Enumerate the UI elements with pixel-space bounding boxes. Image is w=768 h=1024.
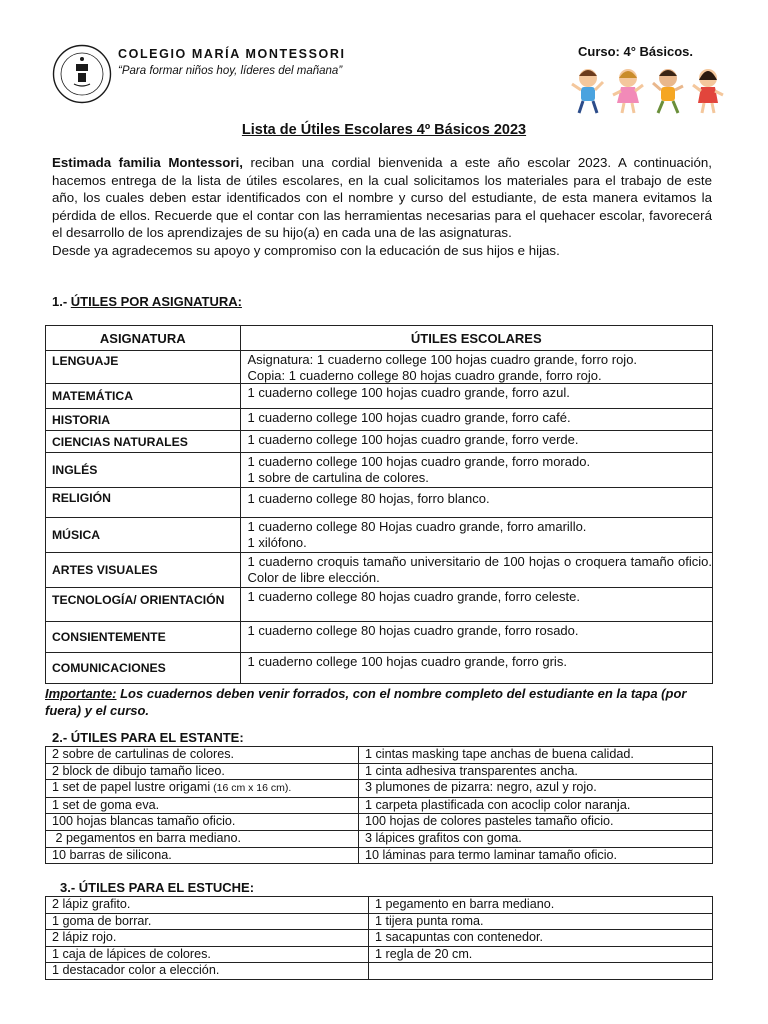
table-row (46, 453, 713, 488)
section-3-heading: 3.- ÚTILES PARA EL ESTUCHE: (60, 880, 255, 895)
shelf-supplies-table (45, 746, 713, 864)
supply-item: 2 lápiz rojo. (46, 930, 369, 947)
supply-item: 1 cuaderno college 100 hojas cuadro grande, forro azul. (247, 385, 570, 400)
table-row (46, 409, 713, 431)
subject-name: MÚSICA (46, 518, 241, 553)
supply-item: 10 barras de silicona. (46, 847, 359, 864)
supply-item: 1 cuaderno croquis tamaño universitario de 100 hojas o croquera tamaño oficio. Color de libre elección. (247, 554, 712, 585)
table-row (46, 913, 713, 930)
supply-item: 3 lápices grafitos con goma. (359, 830, 713, 847)
supply-item: 2 pegamentos en barra mediano. (46, 830, 359, 847)
supply-item: 100 hojas blancas tamaño oficio. (46, 814, 359, 831)
table-row (46, 622, 713, 653)
table-row (46, 930, 713, 947)
subject-supplies (240, 409, 713, 431)
supply-item: 1 regla de 20 cm. (369, 946, 713, 963)
subject-name: CIENCIAS NATURALES (46, 431, 241, 453)
supply-item: Copia: 1 cuaderno college 80 hojas cuadro grande, forro rojo. (247, 367, 602, 383)
subject-name: CONSIENTEMENTE (46, 622, 241, 653)
table-row (46, 763, 713, 780)
supply-item: 1 cuaderno college 100 hojas cuadro grande, forro café. (247, 410, 571, 425)
course-label: Curso: 4° Básicos. (578, 44, 694, 59)
supply-item: 1 tijera punta roma. (369, 913, 713, 930)
important-text: Los cuadernos deben venir forrados, con el nombre completo del estudiante en la tapa (por fuera) y el curso. (45, 686, 687, 718)
supply-item: 1 cuaderno college 80 Hojas cuadro grande, forro amarillo. (247, 519, 587, 534)
subject-name: COMUNICACIONES (46, 653, 241, 684)
supply-item: 1 sacapuntas con contenedor. (369, 930, 713, 947)
subject-supplies (240, 384, 713, 409)
supply-item: 10 láminas para termo laminar tamaño oficio. (359, 847, 713, 864)
table-row (46, 518, 713, 553)
school-logo (52, 44, 112, 104)
subjects-table (45, 325, 713, 684)
table-row (46, 431, 713, 453)
section-1-heading (52, 294, 242, 309)
supply-item: 2 sobre de cartulinas de colores. (46, 747, 359, 764)
column-header-supplies: ÚTILES ESCOLARES (240, 326, 713, 351)
table-row (46, 351, 713, 384)
supply-item: 1 caja de lápices de colores. (46, 946, 369, 963)
subject-name: ARTES VISUALES (46, 553, 241, 588)
supply-item: Asignatura: 1 cuaderno college 100 hojas cuadro grande, forro rojo. (247, 352, 638, 367)
supply-item (46, 780, 359, 798)
subject-supplies (240, 453, 713, 488)
supply-item: 1 set de goma eva. (46, 797, 359, 814)
subject-supplies (240, 622, 713, 653)
column-header-subject: ASIGNATURA (46, 326, 241, 351)
supply-item: 1 xilófono. (247, 534, 307, 550)
intro-closing: Desde ya agradecemos su apoyo y compromiso con la educación de sus hijos e hijas. (52, 242, 560, 258)
table-row (46, 814, 713, 831)
supply-item: 1 cuaderno college 80 hojas cuadro grande, forro celeste. (247, 589, 580, 604)
supply-item: 3 plumones de pizarra: negro, azul y rojo. (359, 780, 713, 798)
important-note (45, 686, 713, 719)
section-2-heading: 2.- ÚTILES PARA EL ESTANTE: (52, 730, 244, 745)
supply-item: 1 cuaderno college 80 hojas, forro blanco. (247, 491, 490, 506)
table-row (46, 963, 713, 980)
subject-supplies (240, 431, 713, 453)
subject-supplies (240, 553, 713, 588)
table-row (46, 488, 713, 518)
subject-supplies (240, 653, 713, 684)
supply-item: 1 cuaderno college 100 hojas cuadro grande, forro gris. (247, 654, 567, 669)
subject-name: TECNOLOGÍA/ ORIENTACIÓN (46, 588, 241, 622)
subject-name: LENGUAJE (46, 351, 241, 384)
supply-item: 1 sobre de cartulina de colores. (247, 469, 429, 485)
supply-item: 1 cuaderno college 100 hojas cuadro grande, forro morado. (247, 454, 591, 469)
supply-item: 1 cintas masking tape anchas de buena calidad. (359, 747, 713, 764)
table-row (46, 780, 713, 798)
section-1-title: ÚTILES POR ASIGNATURA: (70, 294, 242, 309)
supply-item: 2 lápiz grafito. (46, 897, 369, 914)
table-row (46, 797, 713, 814)
intro-body: reciban una cordial bienvenida a este año escolar 2023. A continuación, hacemos entrega de la lista de útiles escolares, en la cual solicitamos los materiales para el trabajo de este año, los cuales deben estar identificados con el nombre y curso del estudiante, de esta manera evitamos la pérdida de ellos. Recuerde que el contar con las herramientas necesarias para el quehacer escolar, favorecerá el desarrollo de los aprendizajes de su hijo(a) en cada una de las asignaturas. (52, 155, 712, 241)
subject-name: HISTORIA (46, 409, 241, 431)
supply-item: 100 hojas de colores pasteles tamaño oficio. (359, 814, 713, 831)
subject-supplies (240, 351, 713, 384)
document-title: Lista de Útiles Escolares 4º Básicos 2023 (241, 122, 527, 138)
table-row (46, 553, 713, 588)
table-row (46, 897, 713, 914)
supply-item: 2 block de dibujo tamaño liceo. (46, 763, 359, 780)
important-label: Importante: (45, 686, 117, 701)
table-row (46, 847, 713, 864)
supply-item: 1 carpeta plastificada con acoclip color naranja. (359, 797, 713, 814)
subject-name: RELIGIÓN (46, 488, 241, 518)
table-row (46, 747, 713, 764)
table-row (46, 588, 713, 622)
supply-item: 1 cinta adhesiva transparentes ancha. (359, 763, 713, 780)
supply-item-text: 1 set de papel lustre origami (52, 780, 211, 795)
children-illustration (566, 64, 730, 116)
intro-letter (52, 154, 712, 260)
supply-item: 1 cuaderno college 100 hojas cuadro grande, forro verde. (247, 432, 579, 447)
origami-size: (16 cm x 16 cm). (210, 782, 292, 795)
supply-item: 1 destacador color a elección. (46, 963, 369, 980)
subject-name: MATEMÁTICA (46, 384, 241, 409)
school-name: COLEGIO MARÍA MONTESSORI (118, 47, 346, 61)
supply-item: 1 cuaderno college 80 hojas cuadro grande, forro rosado. (247, 623, 579, 638)
table-row (46, 830, 713, 847)
supply-item (369, 963, 713, 980)
table-row (46, 653, 713, 684)
table-row (46, 946, 713, 963)
section-1-number: 1.- (52, 294, 71, 309)
greeting: Estimada familia Montessori, (52, 155, 243, 170)
supply-item: 1 goma de borrar. (46, 913, 369, 930)
table-row (46, 384, 713, 409)
subject-supplies (240, 488, 713, 518)
supply-item: 1 pegamento en barra mediano. (369, 897, 713, 914)
pencil-case-table (45, 896, 713, 980)
school-motto: “Para formar niños hoy, líderes del mañana” (118, 65, 343, 77)
subject-name: INGLÉS (46, 453, 241, 488)
subject-supplies (240, 518, 713, 553)
subject-supplies (240, 588, 713, 622)
